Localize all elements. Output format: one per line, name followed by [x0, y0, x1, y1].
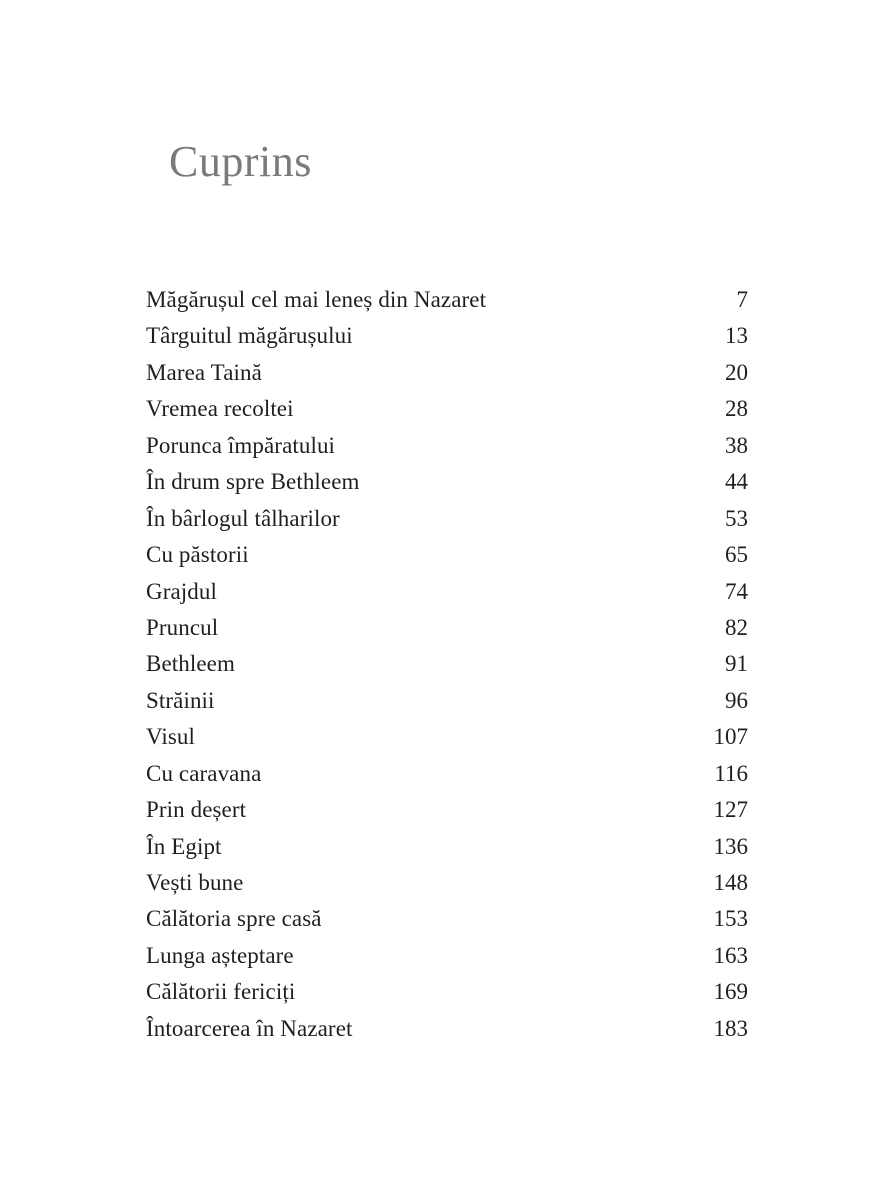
chapter-title: În Egipt	[146, 833, 222, 859]
chapter-title: Marea Taină	[146, 359, 262, 385]
chapter-title: Lunga așteptare	[146, 942, 294, 968]
page-title: Cuprins	[169, 137, 312, 186]
toc-entry	[146, 391, 748, 427]
page-number: 91	[725, 651, 748, 677]
page-number: 169	[713, 979, 748, 1005]
toc-entry	[146, 938, 748, 974]
toc-entry	[146, 464, 748, 500]
page-number: 28	[725, 396, 748, 422]
page-number: 38	[725, 432, 748, 458]
page-number: 116	[714, 760, 748, 786]
toc-entry	[146, 646, 748, 682]
toc-entry	[146, 974, 748, 1010]
toc-entry	[146, 355, 748, 391]
page-number: 20	[725, 359, 748, 385]
page-number: 44	[725, 469, 748, 495]
toc-entry	[146, 829, 748, 865]
chapter-title: Pruncul	[146, 614, 219, 640]
page-number: 53	[725, 505, 748, 531]
chapter-title: Târguitul măgărușului	[146, 323, 353, 349]
toc-entry	[146, 865, 748, 901]
page-number: 163	[713, 942, 748, 968]
toc-entry	[146, 1011, 748, 1047]
page-number: 7	[736, 287, 748, 312]
table-of-contents	[146, 282, 748, 1047]
page-number: 96	[725, 687, 748, 713]
chapter-title: Străinii	[146, 687, 215, 713]
toc-entry	[146, 574, 748, 610]
toc-entry	[146, 610, 748, 646]
chapter-title: Visul	[146, 724, 195, 750]
page-number: 148	[713, 870, 748, 895]
chapter-title: Călătoria spre casă	[146, 906, 322, 932]
page-number: 82	[725, 614, 748, 640]
page-number: 136	[713, 833, 748, 859]
toc-entry	[146, 318, 748, 354]
page-number: 65	[725, 542, 748, 568]
page-number: 74	[725, 578, 748, 604]
toc-entry	[146, 282, 748, 318]
page-number: 153	[713, 906, 748, 932]
chapter-title: Călătorii fericiți	[146, 979, 296, 1005]
chapter-title: Vremea recoltei	[146, 396, 294, 422]
toc-entry	[146, 683, 748, 719]
toc-entry	[146, 537, 748, 573]
toc-entry	[146, 756, 748, 792]
chapter-title: În bârlogul tâlharilor	[146, 505, 340, 531]
chapter-title: Măgărușul cel mai leneș din Nazaret	[146, 287, 487, 312]
chapter-title: Prin deșert	[146, 797, 247, 823]
toc-entry	[146, 719, 748, 755]
chapter-title: Bethleem	[146, 651, 235, 677]
page-number: 127	[713, 797, 748, 823]
chapter-title: Porunca împăratului	[146, 432, 336, 458]
page-number: 107	[713, 724, 748, 750]
toc-entry	[146, 792, 748, 828]
chapter-title: Cu caravana	[146, 760, 262, 786]
page-number: 13	[725, 323, 748, 349]
toc-entry	[146, 428, 748, 464]
chapter-title: În drum spre Bethleem	[146, 469, 360, 495]
page-number: 183	[713, 1015, 748, 1041]
chapter-title: Vești bune	[146, 870, 244, 895]
toc-entry	[146, 901, 748, 937]
chapter-title: Cu păstorii	[146, 542, 249, 568]
toc-entry	[146, 501, 748, 537]
chapter-title: Grajdul	[146, 578, 217, 604]
chapter-title: Întoarcerea în Nazaret	[146, 1015, 353, 1041]
